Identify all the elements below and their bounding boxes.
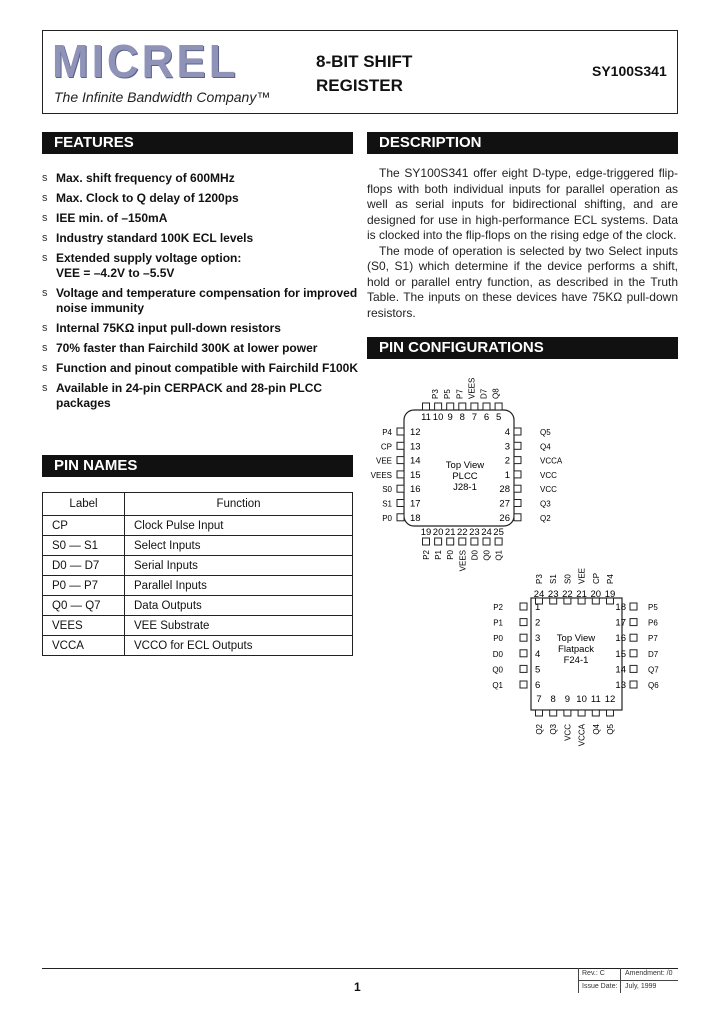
plcc-left-pin (397, 428, 404, 435)
plcc-top-pin-number: 8 (459, 412, 465, 423)
plcc-top-pin-number: 10 (432, 412, 444, 423)
flatpack-right-pin-number: 17 (615, 617, 626, 629)
plcc-left-pin-label: P0 (382, 513, 392, 523)
plcc-right-pin-label: VCCA (540, 456, 563, 466)
title-line-2: REGISTER (316, 76, 403, 95)
flatpack-right-pin (630, 619, 637, 626)
plcc-right-pin-label: Q2 (540, 513, 551, 523)
flatpack-top-pin-number: 24 (533, 589, 545, 600)
plcc-left-pin (397, 457, 404, 464)
rev-label: Rev.: C (582, 970, 605, 977)
flatpack-bottom-pin-label: Q4 (591, 724, 601, 735)
revision-box (578, 968, 678, 994)
flatpack-left-pin-number: 1 (535, 602, 541, 613)
plcc-top-pin-label: Q8 (491, 388, 501, 399)
plcc-bottom-pin-label: Q0 (482, 550, 492, 561)
bullet-icon: s (42, 342, 48, 354)
plcc-left-pin-number: 14 (410, 455, 421, 467)
table-row: CP Clock Pulse Input (43, 516, 353, 536)
flatpack-left-pin-number: 3 (535, 633, 541, 645)
plcc-bottom-pin-number: 24 (481, 527, 492, 538)
plcc-left-pin (397, 485, 404, 492)
plcc-top-pin (483, 403, 490, 410)
flatpack-view: Top View (556, 633, 596, 644)
plcc-bottom-pin (471, 538, 478, 545)
bullet-icon: s (42, 252, 48, 264)
plcc-right-pin (514, 457, 521, 464)
feature-item: s Internal 75KΩ input pull-down resistors (42, 321, 281, 335)
plcc-code: J28-1 (453, 482, 477, 493)
plcc-bottom-pin-number: 21 (444, 527, 456, 538)
plcc-diagram (371, 378, 563, 572)
plcc-right-pin-number: 26 (499, 512, 510, 524)
table-row: D0 — D7 Serial Inputs (43, 556, 353, 576)
flatpack-top-pin-label: P3 (535, 574, 544, 584)
flatpack-left-pin-number: 4 (535, 648, 541, 660)
flatpack-right-pin (630, 681, 637, 688)
feature-item-continued: VEE = –4.2V to –5.5V (56, 266, 175, 280)
flatpack-bottom-pin-number: 7 (536, 694, 542, 705)
description-heading: DESCRIPTION (367, 132, 678, 154)
plcc-bottom-pin-label: Q1 (494, 550, 504, 561)
plcc-bottom-pin-label: P1 (434, 550, 444, 560)
plcc-bottom-pin (495, 538, 502, 545)
plcc-bottom-pin-label: D0 (470, 550, 480, 561)
plcc-top-pin-number: 5 (495, 412, 502, 423)
plcc-right-pin-number: 2 (504, 455, 510, 467)
feature-item: s 70% faster than Fairchild 300K at lower power (42, 341, 318, 355)
part-number: SY100S341 (592, 63, 667, 79)
plcc-left-pin (397, 514, 404, 521)
plcc-bottom-pin-number: 20 (432, 527, 444, 538)
table-row: VCCA VCCO for ECL Outputs (43, 636, 353, 656)
bullet-icon: s (42, 192, 48, 204)
plcc-right-pin (514, 428, 521, 435)
plcc-right-pin-number: 27 (499, 498, 510, 510)
flatpack-top-pin-label: S1 (549, 574, 559, 584)
flatpack-bottom-pin-label: VCC (563, 724, 573, 741)
flatpack-left-pin-label: P0 (493, 634, 503, 644)
flatpack-left-pin (520, 681, 527, 688)
flatpack-right-pin-label: P5 (648, 603, 658, 612)
plcc-top-pin-label: P5 (443, 389, 453, 399)
plcc-right-pin-number: 3 (504, 441, 510, 453)
table-row: P0 — P7 Parallel Inputs (43, 576, 353, 596)
plcc-bottom-pin (483, 538, 490, 545)
plcc-right-pin-label: VCC (540, 485, 557, 495)
flatpack-left-pin (520, 665, 527, 672)
feature-item: s Max. shift frequency of 600MHz (42, 171, 235, 185)
amendment-label: Amendment: /0 (620, 968, 672, 980)
flatpack-left-pin (520, 603, 527, 610)
flatpack-top-pin-label: VEE (577, 567, 587, 584)
plcc-right-pin-number: 4 (504, 427, 510, 438)
flatpack-bottom-pin-number: 11 (590, 694, 601, 705)
flatpack-bottom-pin (578, 710, 585, 716)
flatpack-bottom-pin-number: 10 (576, 694, 587, 705)
flatpack-right-pin (630, 603, 637, 610)
column-header-label: Label (43, 493, 125, 516)
flatpack-left-pin (520, 619, 527, 626)
plcc-top-pin (435, 403, 442, 410)
bullet-icon: s (42, 382, 48, 394)
plcc-top-pin-number: 9 (447, 412, 453, 423)
flatpack-code: F24-1 (563, 655, 589, 666)
issue-date-label: Issue Date: (582, 983, 618, 990)
plcc-left-pin-label: VEES (370, 470, 392, 480)
bullet-icon: s (42, 172, 48, 184)
plcc-bottom-pin-label: P0 (446, 550, 456, 560)
flatpack-right-pin-label: Q7 (648, 665, 659, 675)
plcc-right-pin-number: 1 (504, 469, 510, 481)
plcc-left-pin-label: CP (380, 442, 392, 452)
flatpack-top-pin-number: 20 (590, 589, 602, 600)
bullet-icon: s (42, 232, 48, 244)
flatpack-right-pin-label: D7 (648, 649, 659, 659)
table-row: Q0 — Q7 Data Outputs (43, 596, 353, 616)
plcc-top-pin (447, 403, 454, 410)
plcc-top-pin-number: 7 (471, 412, 478, 423)
plcc-view: Top View (445, 460, 485, 471)
plcc-right-pin-label: VCC (540, 470, 557, 480)
plcc-bottom-pin (459, 538, 466, 545)
plcc-left-pin-label: P4 (382, 428, 392, 437)
flatpack-bottom-pin (550, 710, 557, 716)
plcc-right-pin-label: Q3 (540, 499, 551, 509)
flatpack-top-pin-number: 23 (547, 589, 559, 600)
flatpack-right-pin (630, 634, 637, 641)
plcc-left-pin (397, 500, 404, 507)
flatpack-pkg: Flatpack (558, 644, 594, 655)
feature-item: s Extended supply voltage option: (42, 251, 242, 265)
description-paragraph-1: The SY100S341 offer eight D-type, edge-triggered flip-flops with both individual inputs for parallel operation as well as serial inputs for bidirectional shifting, and are designed for use in high-performance ECL systems. Data is clocked into the flip-flops on the rising edge of the clock. (367, 166, 678, 242)
flatpack-right-pin (630, 665, 637, 672)
flatpack-bottom-pin-label: Q5 (606, 724, 615, 735)
flatpack-bottom-pin-number: 8 (550, 694, 556, 705)
flatpack-left-pin-label: Q1 (492, 681, 503, 690)
flatpack-right-pin-number: 14 (615, 664, 626, 676)
plcc-top-pin-label: D7 (479, 388, 489, 399)
column-header-function: Function (125, 493, 353, 516)
pin-names-heading: PIN NAMES (42, 455, 353, 477)
plcc-right-pin (514, 500, 521, 507)
feature-item: s Available in 24-pin CERPACK and 28-pin PLCC packages (42, 381, 323, 410)
plcc-bottom-pin-number: 19 (420, 527, 432, 538)
flatpack-bottom-pin (564, 710, 571, 716)
plcc-bottom-pin-number: 22 (457, 527, 468, 538)
plcc-top-pin-number: 11 (421, 412, 431, 423)
micrel-logo: MICREL (52, 36, 239, 88)
features-heading: FEATURES (42, 132, 353, 154)
flatpack-top-pin-label: S0 (563, 574, 573, 584)
plcc-bottom-pin-label: VEES (458, 550, 468, 572)
bullet-icon: s (42, 287, 48, 299)
plcc-top-pin-label: P7 (455, 389, 465, 399)
flatpack-right-pin-number: 16 (615, 633, 626, 645)
plcc-right-pin (514, 514, 521, 521)
plcc-right-pin-label: Q4 (540, 442, 551, 452)
company-tagline: The Infinite Bandwidth Company™ (54, 89, 271, 105)
issue-date: July, 1999 (620, 981, 656, 993)
flatpack-top-pin-number: 21 (576, 589, 587, 600)
plcc-bottom-pin (447, 538, 454, 545)
plcc-pkg: PLCC (452, 471, 478, 482)
flatpack-diagram (492, 568, 659, 746)
plcc-left-pin (397, 442, 404, 449)
flatpack-bottom-pin (592, 710, 599, 716)
flatpack-left-pin-label: P2 (493, 603, 503, 612)
flatpack-left-pin-number: 6 (535, 680, 541, 691)
flatpack-right-pin-label: P7 (648, 634, 658, 644)
feature-item: s Max. Clock to Q delay of 1200ps (42, 191, 239, 205)
plcc-right-pin (514, 485, 521, 492)
plcc-bottom-pin (423, 538, 430, 545)
flatpack-bottom-pin-label: VCCA (577, 724, 587, 747)
bullet-icon: s (42, 362, 48, 374)
plcc-left-pin (397, 471, 404, 478)
flatpack-left-pin-number: 5 (535, 664, 541, 676)
plcc-top-pin-label: P3 (431, 389, 441, 399)
plcc-left-pin-number: 17 (410, 498, 421, 510)
plcc-top-pin (423, 403, 430, 410)
plcc-left-pin-label: S0 (382, 485, 392, 495)
plcc-right-pin-number: 28 (499, 484, 510, 496)
flatpack-bottom-pin (536, 710, 543, 716)
plcc-top-pin-number: 6 (483, 412, 490, 423)
feature-item: s IEE min. of –150mA (42, 211, 168, 225)
plcc-top-pin-label: VEES (467, 377, 477, 399)
flatpack-bottom-pin-label: Q3 (549, 724, 559, 735)
flatpack-left-pin (520, 634, 527, 641)
plcc-bottom-pin-number: 23 (469, 527, 480, 538)
flatpack-right-pin-number: 13 (615, 680, 626, 691)
feature-item: s Function and pinout compatible with Fairchild F100K (42, 361, 359, 375)
plcc-right-pin (514, 442, 521, 449)
flatpack-left-pin-number: 2 (535, 617, 541, 629)
flatpack-bottom-pin-number: 9 (564, 694, 571, 705)
feature-item: s Industry standard 100K ECL levels (42, 231, 254, 245)
plcc-left-pin-number: 12 (410, 427, 421, 438)
bullet-icon: s (42, 212, 48, 224)
flatpack-left-pin-label: D0 (492, 649, 503, 659)
page-number: 1 (354, 980, 361, 994)
feature-item: s Voltage and temperature compensation for improved noise immunity (42, 286, 358, 315)
plcc-left-pin-label: S1 (382, 499, 392, 509)
flatpack-left-pin-label: Q0 (492, 665, 503, 675)
flatpack-left-pin-label: P1 (493, 618, 503, 628)
flatpack-right-pin-number: 15 (615, 648, 626, 660)
table-row: VEES VEE Substrate (43, 616, 353, 636)
plcc-left-pin-number: 18 (410, 512, 421, 524)
plcc-bottom-pin-label: P2 (422, 550, 431, 560)
flatpack-bottom-pin-number: 12 (604, 694, 616, 705)
plcc-top-pin (495, 403, 502, 410)
bullet-icon: s (42, 322, 48, 334)
plcc-bottom-pin-number: 25 (493, 527, 504, 538)
flatpack-right-pin (630, 650, 637, 657)
plcc-left-pin-label: VEE (375, 456, 392, 466)
flatpack-top-pin-number: 22 (562, 589, 573, 600)
plcc-right-pin (514, 471, 521, 478)
flatpack-bottom-pin-label: Q2 (535, 724, 544, 735)
plcc-left-pin-number: 15 (410, 469, 421, 481)
flatpack-right-pin-label: Q6 (648, 681, 659, 690)
plcc-left-pin-number: 16 (410, 484, 421, 496)
flatpack-top-pin-label: CP (591, 572, 601, 584)
flatpack-left-pin (520, 650, 527, 657)
pin-config-heading: PIN CONFIGURATIONS (367, 337, 678, 359)
plcc-top-pin (471, 403, 478, 410)
title-line-1: 8-BIT SHIFT (316, 52, 413, 71)
description-paragraph-2: The mode of operation is selected by two Select inputs (S0, S1) which determine if the device performs a shift, hold or parallel entry function, as described in the Truth Table. The inputs on these devices have 75KΩ pull-down resistors. (367, 243, 678, 320)
plcc-bottom-pin (435, 538, 442, 545)
flatpack-right-pin-label: P6 (648, 618, 658, 628)
flatpack-right-pin-number: 18 (615, 602, 626, 613)
flatpack-bottom-pin (607, 710, 614, 716)
flatpack-top-pin-label: P4 (606, 574, 615, 584)
plcc-left-pin-number: 13 (410, 441, 421, 453)
plcc-top-pin (459, 403, 466, 410)
plcc-right-pin-label: Q5 (540, 428, 551, 437)
table-row: S0 — S1 Select Inputs (43, 536, 353, 556)
flatpack-top-pin-number: 19 (604, 589, 616, 600)
